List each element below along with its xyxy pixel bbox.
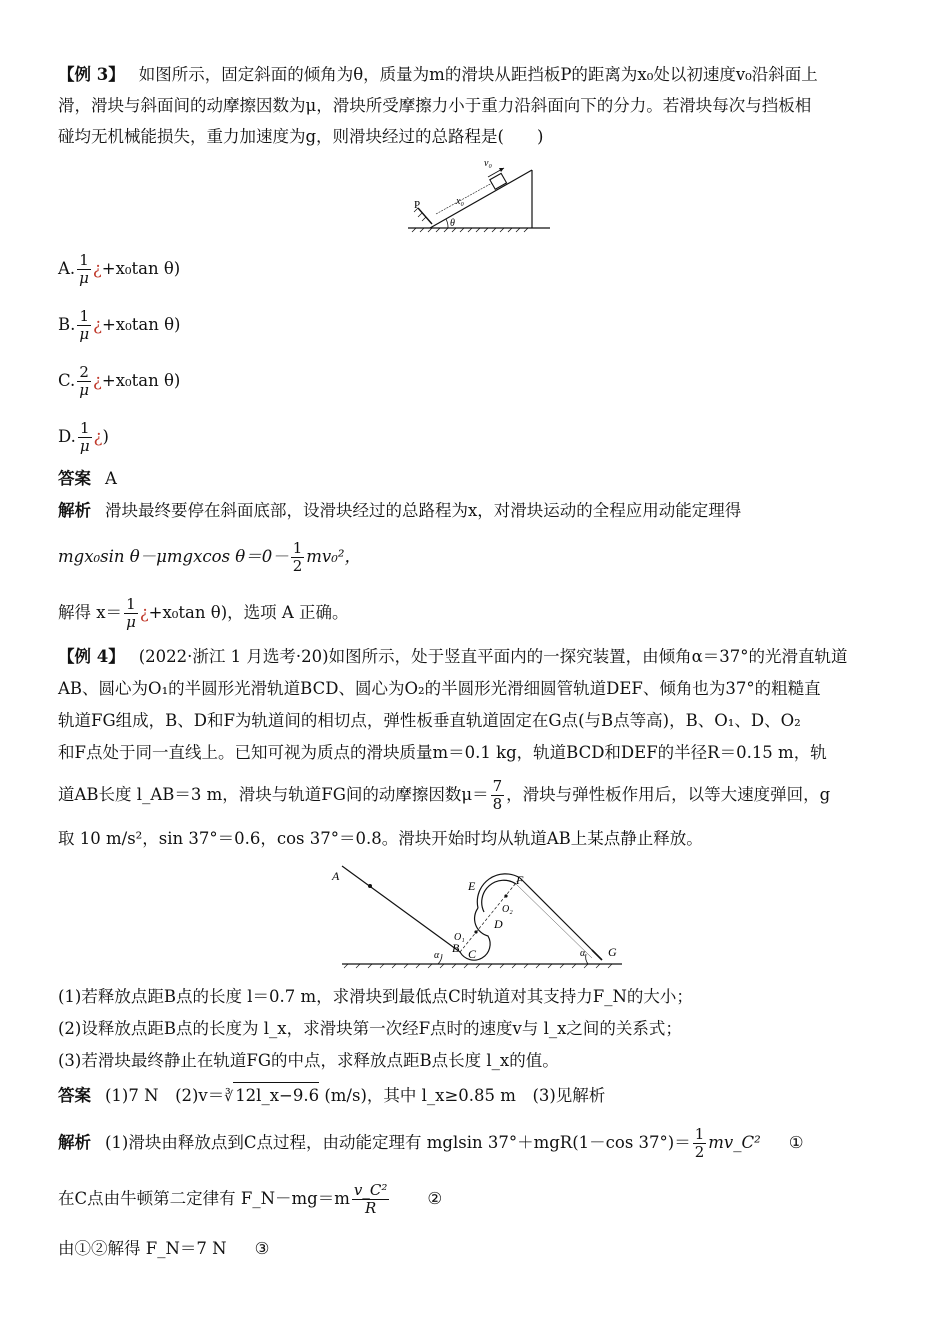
ex4-line5: 道AB长度 l_AB＝3 m，滑块与轨道FG间的动摩擦因数μ＝ $\frac{7}{8}$ ，滑块与弹性板作用后，以等大速度弹回，g <box>58 777 831 813</box>
ex4-answer: 答案 (1)7 N (2)v＝∛ 12l_x−9.6 (m/s)，其中 l_x≥0.85 m (3)见解析 <box>58 1082 892 1110</box>
ex3-tag: 【例 3】 <box>58 65 125 84</box>
label-o2: O₂ <box>502 904 513 915</box>
ex3-line2: 滑，滑块与斜面间的动摩擦因数为μ，滑块所受摩擦力小于重力沿斜面向下的分力。若滑块每次与挡板相 <box>58 96 812 115</box>
ex4-q2: (2)设释放点距B点的长度为 l_x，求滑块第一次经F点时的速度v与 l_x之间的关系式； <box>58 1019 682 1038</box>
label-a: A <box>332 869 340 883</box>
label-theta: θ <box>450 218 455 229</box>
label-alpha-left: α <box>434 950 440 961</box>
ex4-q1: (1)若释放点距B点的长度 l＝0.7 m，求滑块到最低点C时轨道对其支持力F_N的大小； <box>58 987 693 1006</box>
ex4-sol1: 解析 (1)滑块由释放点到C点过程，由动能定理有 mglsin 37°＋mgR(1－cos 37°)＝ $\frac{1}{2}$ mv_C² ① <box>58 1125 804 1161</box>
label-alpha-right: α <box>580 948 586 959</box>
label-f: F <box>516 873 524 887</box>
ex3-line3: 碰均无机械能损失，重力加速度为g，则滑块经过的总路程是( ) <box>58 127 544 146</box>
ex4-line6: 取 10 m/s²，sin 37°＝0.6，cos 37°＝0.8。滑块开始时均从轨道AB上某点静止释放。 <box>58 829 703 848</box>
ex4-sol3: 由①②解得 F_N＝7 N ③ <box>58 1239 270 1258</box>
ex3-equation: mgx₀sin θ－μmgxcos θ＝0－ $\frac{1}{2}$ mv₀²， <box>58 539 361 575</box>
ex3-answer: 答案 A <box>58 469 117 488</box>
ex4-tag: 【例 4】 <box>58 647 125 666</box>
ex4-q3: (3)若滑块最终静止在轨道FG的中点，求释放点距B点长度 l_x的值。 <box>58 1051 559 1070</box>
label-p: P <box>414 199 421 211</box>
label-e: E <box>468 879 476 893</box>
incline-figure <box>400 152 560 234</box>
label-v0: v₀ <box>484 158 492 169</box>
option-d: D. $\frac{1}{\mu}$ ¿) <box>58 419 109 455</box>
option-c: C. $\frac{2}{\mu}$ ¿+x₀tan θ) <box>58 363 181 399</box>
ex4-line1: 【例 4】 (2022·浙江 1 月选考·20)如图所示，处于竖直平面内的一探究装置，由倾角α＝37°的光滑直轨道 <box>58 647 848 666</box>
option-b: B. $\frac{1}{\mu}$ ¿+x₀tan θ) <box>58 307 181 343</box>
option-a: A. $\frac{1}{\mu}$ ¿+x₀tan θ) <box>58 251 181 287</box>
label-b: B <box>452 941 460 955</box>
ex4-line3: 轨道FG组成，B、D和F为轨道间的相切点，弹性板垂直轨道固定在G点(与B点等高)，B、O₁、D、O₂ <box>58 711 801 730</box>
label-x0: x₀ <box>456 196 464 207</box>
ex4-sol2: 在C点由牛顿第二定律有 F_N－mg＝m $\frac{\text{v\_C²}}{R}$ ② <box>58 1181 443 1217</box>
ex3-analysis: 解析 滑块最终要停在斜面底部，设滑块经过的总路程为x，对滑块运动的全程应用动能定理得 <box>58 501 742 520</box>
ex3-line1: 【例 3】 如图所示，固定斜面的倾角为θ，质量为m的滑块从距挡板P的距离为x₀处以初速度v₀沿斜面上 <box>58 65 818 84</box>
ex3-solution: 解得 x＝ $\frac{1}{\mu}$ ¿+x₀tan θ)，选项 A 正确。 <box>58 595 349 631</box>
label-c: C <box>468 947 477 961</box>
label-o1: O₁ <box>454 932 465 943</box>
ex4-line2: AB、圆心为O₁的半圆形光滑轨道BCD、圆心为O₂的半圆形光滑细圆管轨道DEF、倾角也为37°的粗糙直 <box>58 679 821 698</box>
label-d: D <box>494 917 503 931</box>
track-figure <box>330 858 630 970</box>
ex4-line4: 和F点处于同一直线上。已知可视为质点的滑块质量m＝0.1 kg，轨道BCD和DEF的半径R＝0.15 m，轨 <box>58 743 827 762</box>
label-g: G <box>608 945 617 959</box>
